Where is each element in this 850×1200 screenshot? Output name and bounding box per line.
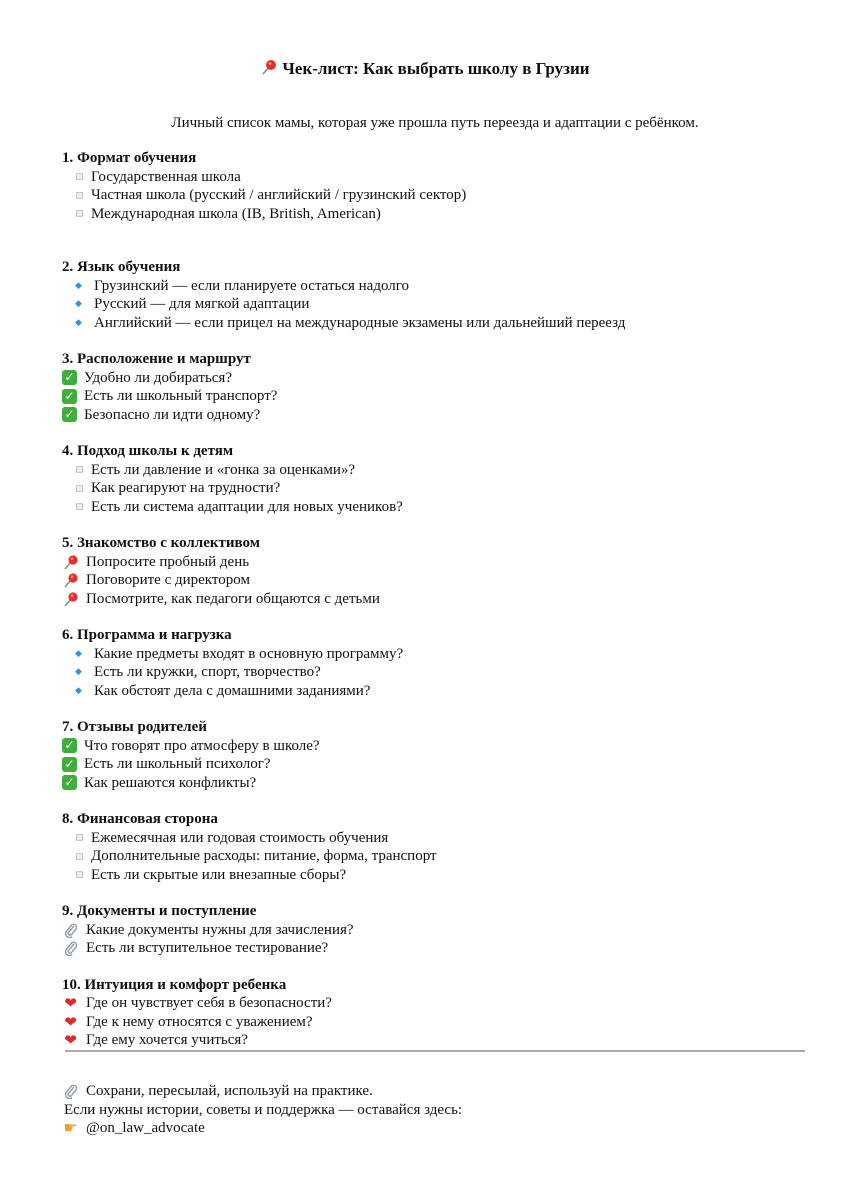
item-text: Государственная школа [91,168,241,185]
check-mark-icon: ✓ [62,407,77,422]
pushpin-icon [62,554,79,570]
footer-text: Сохрани, пересылай, используй на практике. [86,1083,373,1099]
checklist-item [62,205,822,224]
checklist-item [62,387,822,406]
square-bullet-icon [76,871,83,878]
checklist-item [62,921,822,940]
footer [62,1082,462,1138]
checklist-item [62,866,822,885]
item-text: Ежемесячная или годовая стоимость обучения [91,829,389,846]
blue-diamond-icon: ◆ [75,667,82,677]
check-mark-icon: ✓ [62,389,77,404]
square-bullet-icon [76,503,83,510]
paperclip-icon [62,922,79,938]
heart-icon: ❤ [64,1012,77,1031]
checklist-section [62,718,822,792]
item-text: Как реагируют на трудности? [91,480,281,496]
checklist-item [62,590,822,609]
item-text: Где ему хочется учиться? [86,1032,248,1048]
section-heading: 4. Подход школы к детям [62,443,234,459]
checklist-item [62,829,822,848]
check-mark-icon: ✓ [62,738,77,753]
checklist-section [62,534,822,608]
checklist-section [62,976,822,1050]
item-text: Что говорят про атмосферу в школе? [84,737,320,754]
footer-text: Если нужны истории, советы и поддержка — оставайся здесь: [64,1101,463,1118]
telegram-handle-link[interactable]: @on_law_advocate [86,1120,205,1136]
checklist-item [62,755,822,774]
item-text: Безопасно ли идти одному? [84,406,261,423]
item-text: Есть ли школьный психолог? [84,756,271,772]
paperclip-icon [62,940,79,956]
item-text: Дополнительные расходы: питание, форма, транспорт [91,848,437,864]
square-bullet-icon [76,210,83,217]
item-text: Где к нему относятся с уважением? [86,1013,313,1030]
item-text: Есть ли давление и «гонка за оценками»? [91,461,356,478]
item-text: Как решаются конфликты? [84,774,257,791]
square-bullet-icon [76,173,83,180]
pushpin-icon [62,572,79,588]
checklist-item [62,479,822,498]
checklist-item [62,774,822,793]
footer-line-share [62,1082,462,1101]
square-bullet-icon [76,834,83,841]
title-text: Чек-лист: Как выбрать школу в Грузии [282,59,590,78]
square-bullet-icon [76,485,83,492]
item-text: Есть ли скрытые или внезапные сборы? [91,866,347,883]
subtitle: Личный список мамы, которая уже прошла путь переезда и адаптации с ребёнком. [171,115,699,131]
checklist-item [62,277,822,296]
item-text: Есть ли кружки, спорт, творчество? [94,664,321,680]
item-text: Есть ли система адаптации для новых учеников? [91,498,403,515]
item-text: Русский — для мягкой адаптации [94,296,310,312]
checklist-item [62,994,822,1013]
item-text: Посмотрите, как педагоги общаются с детьми [86,590,380,607]
section-heading: 6. Программа и нагрузка [62,627,232,643]
item-text: Какие документы нужны для зачисления? [86,921,354,938]
checklist-item [62,461,822,480]
paperclip-icon [62,1083,79,1099]
item-text: Поговорите с директором [86,572,250,588]
checklist-item [62,1013,822,1032]
checklist-item [62,498,822,517]
section-heading: 1. Формат обучения [62,150,197,166]
check-mark-icon: ✓ [62,775,77,790]
checklist [62,149,822,1068]
checklist-item [62,645,822,664]
checklist-section [62,442,822,516]
blue-diamond-icon: ◆ [75,317,82,328]
check-mark-icon: ✓ [62,370,77,385]
item-text: Международная школа (IB, British, American) [91,205,381,222]
item-text: Есть ли вступительное тестирование? [86,940,329,956]
item-text: Есть ли школьный транспорт? [84,388,278,404]
section-heading: 8. Финансовая сторона [62,811,218,827]
section-heading: 5. Знакомство с коллективом [62,535,260,551]
blue-diamond-icon: ◆ [75,648,82,659]
checklist-item [62,186,822,205]
checklist-item [62,168,822,187]
checklist-section [62,902,822,958]
section-heading: 2. Язык обучения [62,259,181,275]
checklist-item [62,939,822,958]
item-text: Как обстоят дела с домашними заданиями? [94,682,371,699]
checklist-item [62,369,822,388]
pushpin-icon [260,59,282,78]
checklist-item [62,1031,822,1050]
item-text: Английский — если прицел на международные экзамены или дальнейший переезд [94,314,626,331]
checklist-item [62,314,822,333]
divider [65,1050,805,1052]
footer-line-handle [62,1119,462,1138]
pushpin-icon [62,591,79,607]
checklist-item [62,295,822,314]
section-heading: 9. Документы и поступление [62,903,257,919]
checklist-section [62,626,822,700]
square-bullet-icon [76,192,83,199]
heart-icon: ❤ [64,1031,77,1049]
section-heading: 10. Интуиция и комфорт ребенка [62,976,287,993]
checklist-section [62,258,822,332]
item-text: Попросите пробный день [86,553,250,570]
blue-diamond-icon: ◆ [75,299,82,309]
checklist-item [62,737,822,756]
blue-diamond-icon: ◆ [75,685,82,696]
section-heading: 3. Расположение и маршрут [62,351,251,367]
checklist-section [62,149,822,223]
square-bullet-icon [76,853,83,860]
checklist-section [62,350,822,424]
checklist-item [62,553,822,572]
page-title [0,58,850,79]
blue-diamond-icon: ◆ [75,280,82,291]
checklist-item [62,847,822,866]
item-text: Где он чувствует себя в безопасности? [86,995,332,1011]
checklist-item [62,663,822,682]
checklist-item [62,571,822,590]
item-text: Удобно ли добираться? [84,369,232,386]
pointing-hand-icon: ☛ [63,1118,78,1137]
checklist-item [62,406,822,425]
footer-line-support [62,1101,462,1120]
checklist-section [62,810,822,884]
item-text: Какие предметы входят в основную программу? [94,645,404,662]
check-mark-icon: ✓ [62,757,77,772]
square-bullet-icon [76,466,83,473]
item-text: Грузинский — если планируете остаться надолго [94,277,410,294]
heart-icon: ❤ [64,994,77,1012]
checklist-item [62,682,822,701]
section-heading: 7. Отзывы родителей [62,719,207,735]
item-text: Частная школа (русский / английский / грузинский сектор) [91,187,467,203]
